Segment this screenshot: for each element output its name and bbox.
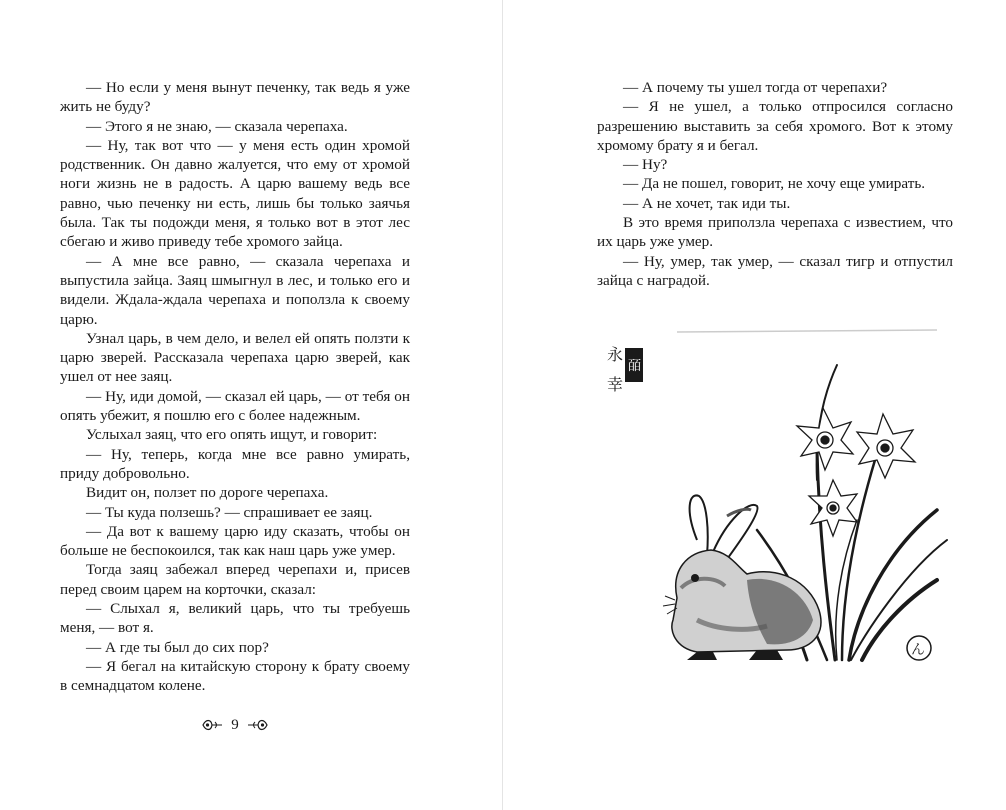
calligraphy-seal (607, 345, 643, 394)
paragraph: — А почему ты ушел тогда от черепахи? (623, 79, 888, 96)
paragraph: — А не хочет, так иди ты. (623, 194, 791, 212)
seal-char: 幸 (607, 375, 624, 394)
paragraph: — Ты куда ползешь? — спрашивает ее заяц. (86, 503, 373, 521)
rabbit-drawing (663, 495, 821, 660)
folio-ornament-left-icon (201, 718, 223, 732)
folio-ornament-right-icon (247, 718, 269, 732)
paragraph: В это время приползла черепаха с известием, что их царь уже умер. (597, 214, 953, 251)
page-number-folio (190, 712, 280, 738)
paragraph: — Я не ушел, а только отпросился согласно разрешению выставить за себя хромого. Вот к этому хромому брату я и бегал. (597, 98, 953, 154)
paragraph: — Да вот к вашему царю иду сказать, чтобы он больше не беспокоился, так как наш царь уже умер. (60, 522, 410, 560)
paragraph: — Ну, так вот что — у меня есть один хромой родственник. Он давно жалуется, что ему от хромой ноги жизнь не в радость. А царю вашему ведь все равно, чью печенку ни есть, лишь бы только заячья была. Так ты подожди меня, я только вот в этот лес сбегаю и живо приведу тебе хромого зайца. (60, 136, 410, 251)
paragraph: Видит он, ползет по дороге черепаха. (86, 484, 329, 502)
paragraph: — Ну? (623, 156, 668, 174)
paragraph: — Слыхал я, великий царь, что ты требуешь меня, — вот я. (60, 600, 410, 637)
paragraph: — Я бегал на китайскую сторону к брату своему в семнадцатом колене. (60, 657, 410, 695)
paragraph: — А мне все равно, — сказала черепаха и выпустила зайца. Заяц шмыгнул в лес, и только его и видели. Ждала-ждала черепаха и поползла к своему царю. (60, 252, 410, 328)
left-page (0, 0, 502, 810)
page-number: 9 (231, 716, 239, 733)
paragraph: Тогда заяц забежал вперед черепахи и, присев перед своим царем на корточки, сказал: (60, 561, 410, 598)
seal-char: 永 (607, 345, 624, 364)
right-page-text (597, 78, 953, 290)
paragraph: — Ну, иди домой, — сказал ей царь, — от тебя он опять убежит, я пошлю его с более надежным. (60, 387, 410, 425)
signature-glyph: ん (911, 642, 925, 658)
right-page (503, 0, 1006, 810)
paragraph: — Но если у меня вынут печенку, так ведь я уже жить не буду? (60, 79, 410, 116)
paragraph: — Ну, теперь, когда мне все равно умирать, приду добровольно. (60, 445, 410, 482)
seal-char: 皕 (628, 359, 642, 374)
paragraph: Узнал царь, в чем дело, и велел ей опять ползти к царю зверей. Рассказала черепаха царю зверей, как ушел от нее заяц. (60, 329, 410, 386)
narcissus-flower (809, 480, 857, 536)
paragraph: — А где ты был до сих пор? (86, 638, 269, 656)
left-page-text (60, 78, 410, 696)
paragraph: — Этого я не знаю, — сказала черепаха. (86, 117, 348, 135)
signature-stamp (907, 636, 931, 660)
narcissus-flower (857, 414, 915, 478)
paragraph: — Ну, умер, так умер, — сказал тигр и отпустил зайца с наградой. (597, 252, 953, 289)
narcissus-flower (797, 408, 853, 470)
paragraph: Услыхал заяц, что его опять ищут, и говорит: (86, 426, 378, 444)
paragraph: — Да не пошел, говорит, не хочу еще умирать. (623, 175, 926, 193)
rabbit-narcissus-illustration (607, 330, 953, 670)
